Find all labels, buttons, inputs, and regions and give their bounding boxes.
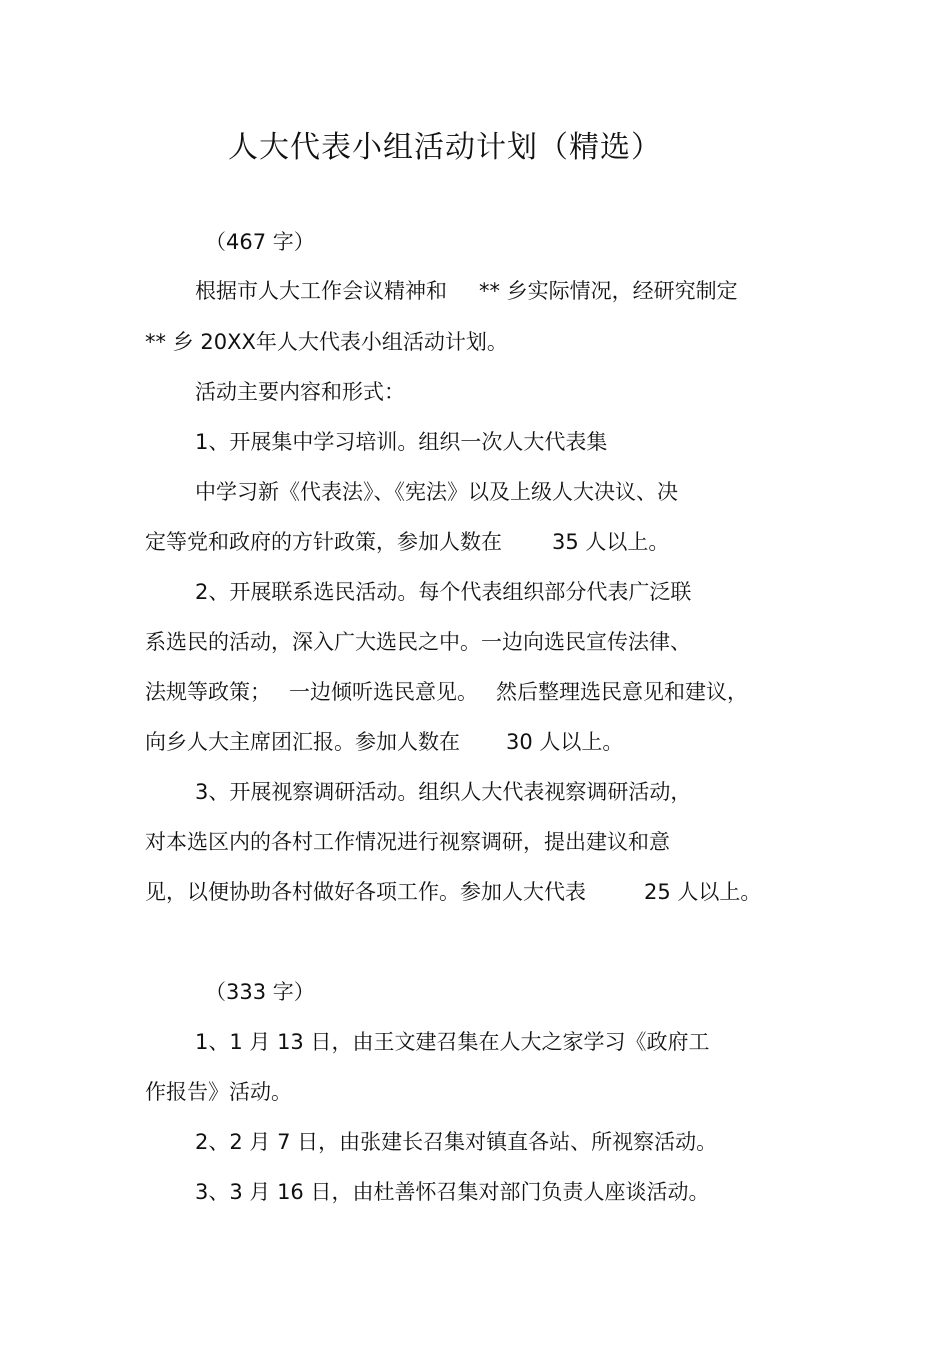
paragraph-line <box>145 728 623 756</box>
paragraph-line <box>145 678 748 706</box>
paragraph-line <box>195 1178 709 1206</box>
paragraph-line <box>145 628 691 656</box>
paragraph-line <box>145 828 670 856</box>
text-segment: ** 乡实际情况，经研究制定 <box>479 279 738 303</box>
text-segment: 1、1 月 13 日，由王文建召集在人大之家学习《政府工 <box>195 1030 710 1054</box>
text-segment: 35 人以上。 <box>552 530 670 554</box>
paragraph-line <box>195 378 405 406</box>
text-segment: 定等党和政府的方针政策，参加人数在 <box>145 530 502 554</box>
text-segment: 根据市人大工作会议精神和 <box>195 279 447 303</box>
text-segment: 3、3 月 16 日，由杜善怀召集对部门负责人座谈活动。 <box>195 1180 710 1204</box>
paragraph-line <box>195 428 607 456</box>
text-segment: 3、开展视察调研活动。组织人大代表视察调研活动， <box>195 780 692 804</box>
text-segment: 系选民的活动，深入广大选民之中。一边向选民宣传法律、 <box>145 630 691 654</box>
paragraph-line <box>195 1128 717 1156</box>
text-segment: 30 人以上。 <box>506 730 624 754</box>
paragraph-line <box>195 778 691 806</box>
word-count-1: （467 字） <box>205 230 315 254</box>
paragraph-line <box>145 528 669 556</box>
text-segment: 见，以便协助各村做好各项工作。参加人大代表 <box>145 880 586 904</box>
text-segment: 2、2 月 7 日，由张建长召集对镇直各站、所视察活动。 <box>195 1130 718 1154</box>
text-segment: 对本选区内的各村工作情况进行视察调研，提出建议和意 <box>145 830 670 854</box>
paragraph-line <box>195 1028 709 1056</box>
word-count-2: （333 字） <box>205 980 315 1004</box>
paragraph-line <box>195 277 738 305</box>
text-segment: 作报告》活动。 <box>145 1080 292 1104</box>
paragraph-line <box>145 1078 292 1106</box>
text-segment: 2、开展联系选民活动。每个代表组织部分代表广泛联 <box>195 580 692 604</box>
text-segment: 中学习新《代表法》、《宪法》以及上级人大决议、决 <box>195 480 678 504</box>
text-segment: ** 乡 20XX年人大代表小组活动计划。 <box>145 330 508 354</box>
text-segment: 然后整理选民意见和建议， <box>496 680 748 704</box>
document-title: 人大代表小组活动计划（精选） <box>228 130 662 165</box>
text-segment: 法规等政策； <box>145 680 271 704</box>
text-segment: 向乡人大主席团汇报。参加人数在 <box>145 730 460 754</box>
paragraph-line <box>145 328 508 356</box>
paragraph-line <box>145 878 761 906</box>
text-segment: 活动主要内容和形式： <box>195 380 405 404</box>
text-segment: 1、开展集中学习培训。组织一次人大代表集 <box>195 430 608 454</box>
text-segment: 25 人以上。 <box>644 880 762 904</box>
text-segment: 一边倾听选民意见。 <box>289 680 478 704</box>
paragraph-line <box>195 578 691 606</box>
paragraph-line <box>195 478 678 506</box>
